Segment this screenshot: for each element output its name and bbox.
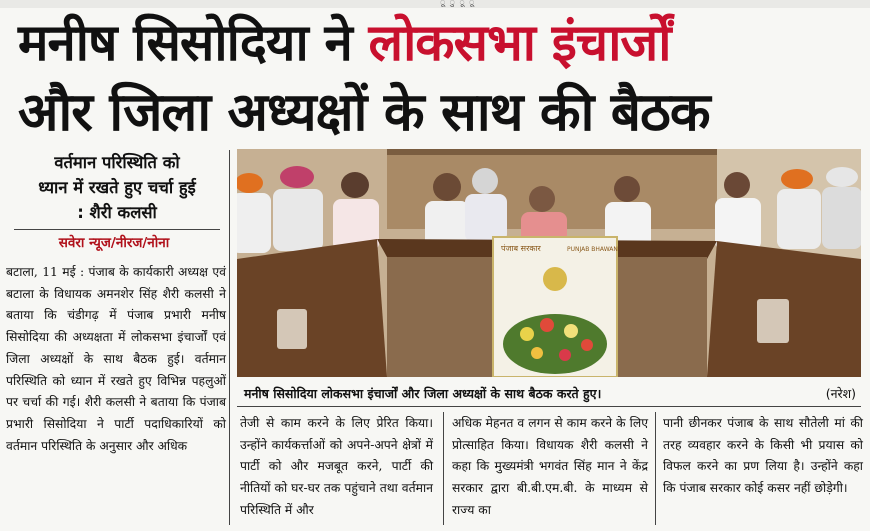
subheadline-line: वर्तमान परिस्थिति को — [54, 153, 180, 172]
photo-caption — [238, 382, 860, 404]
column-divider — [443, 412, 444, 525]
subheadline-line: ध्यान में रखते हुए चर्चा हुई — [38, 178, 196, 197]
subheadline-line: : शैरी कलसी — [77, 203, 157, 222]
strip-fragment: ू ु ू ू — [440, 0, 477, 8]
article-column-3: अधिक मेहनत व लगन से काम करने के लिए प्रोत्साहित किया। विधायक शैरी कलसी ने कहा कि मुख्यमंत्री भगवंत सिंह मान ने केंद्र सरकार द्वारा बी.बी.एम.बी. के माध्यम से राज्य का — [452, 416, 648, 517]
article-column-1: बटाला, 11 मई : पंजाब के कार्यकारी अध्यक्ष एवं बटाला के विधायक अमनशेर सिंह शैरी कलसी ने बताया कि चंडीगढ़ में पंजाब प्रभारी मनीष सिसोदिया की अध्यक्षता में लोकसभा इंचार्जों एवं जिला अध्यक्षों के साथ बैठक हुई। वर्तमान परिस्थिति को ध्यान में रखते हुए विभिन्न पहलुओं पर चर्चा की गई। शैरी कलसी ने बताया कि पंजाब प्रभारी सिसोदिया ने पार्टी पदाधिकारियों को वर्तमान परिस्थिति के अनुसार और अधिक — [6, 265, 226, 453]
meeting-photo — [237, 149, 861, 377]
banner-right-text: PUNJAB BHAWAN — [567, 246, 618, 253]
caption-text: मनीष सिसोदिया लोकसभा इंचार्जों और जिला अध्यक्षों के साथ बैठक करते हुए। — [244, 386, 602, 401]
headline-black-part: मनीष सिसोदिया ने — [18, 14, 369, 73]
subheadline — [6, 150, 228, 225]
column-divider — [229, 150, 230, 525]
byline: सवेरा न्यूज/नीरज/नोना — [58, 235, 170, 251]
headline-red-part: लोकसभा इंचार्जों — [368, 14, 671, 73]
banner-left-text: पंजाब सरकार — [501, 244, 541, 253]
headline-line-1 — [18, 12, 858, 76]
caption-rule — [237, 406, 861, 407]
meeting-photo-illustration — [237, 149, 861, 377]
photo-credit: (नरेश) — [825, 386, 856, 401]
sub-rule — [14, 229, 220, 230]
column-divider — [655, 412, 656, 525]
headline-line-2: और जिला अध्यक्षों के साथ की बैठक — [18, 82, 710, 143]
article-column-2: तेजी से काम करने के लिए प्रेरित किया। उन्होंने कार्यकर्त्ताओं को अपने-अपने क्षेत्रों में पार्टी को और मजबूत करने, पार्टी की नीतियों को घर-घर तक पहुंचाने तथा वर्तमान परिस्थिति में और — [240, 416, 433, 517]
article-column-4: पानी छीनकर पंजाब के साथ सौतेली मां की तरह व्यवहार करने के किसी भी प्रयास को विफल करने का प्रण लिया है। उन्होंने कहा कि पंजाब सरकार कोई कसर नहीं छोड़ेगी। — [663, 416, 863, 496]
previous-article-strip — [0, 0, 870, 8]
